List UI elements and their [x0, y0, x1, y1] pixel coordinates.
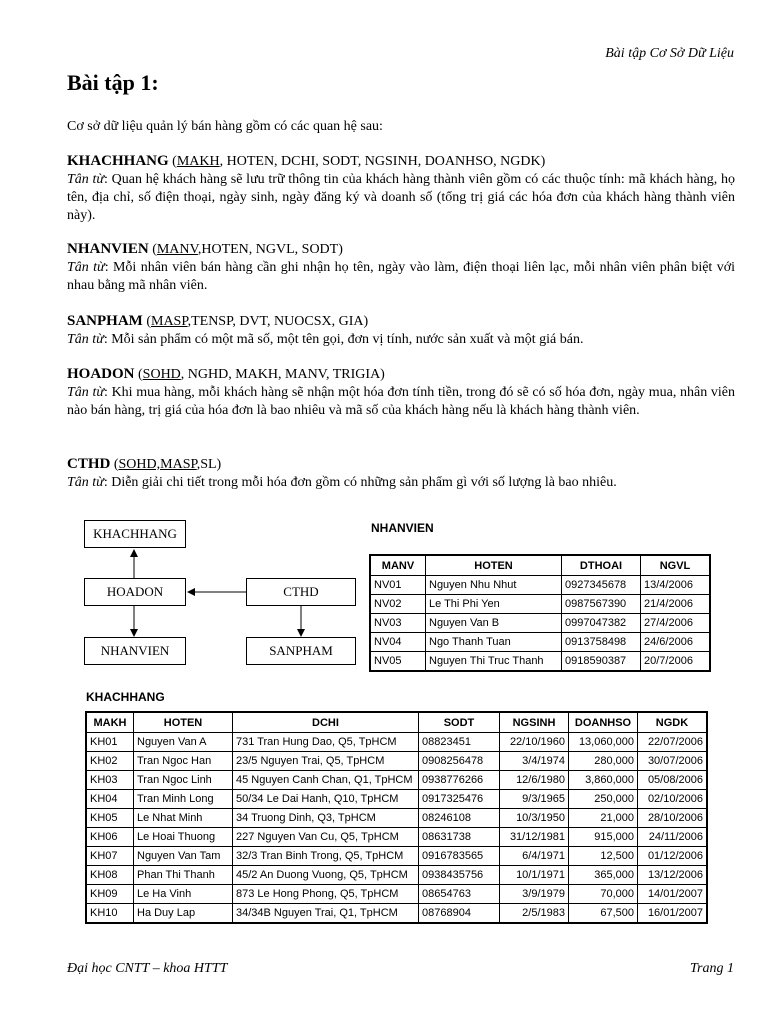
- column-header: NGVL: [641, 555, 711, 576]
- table-header-row: [370, 555, 710, 576]
- cell-sodt: 0916783565: [419, 847, 500, 866]
- page-header-subject: Bài tập Cơ Sở Dữ Liệu: [605, 46, 734, 61]
- cell-dchi: 34 Truong Dinh, Q3, TpHCM: [233, 809, 419, 828]
- cell-hoten: Le Ha Vinh: [134, 885, 233, 904]
- cell-dchi: 34/34B Nguyen Trai, Q1, TpHCM: [233, 904, 419, 924]
- relation-desc: : Khi mua hàng, mỗi khách hàng sẽ nhận một hóa đơn tính tiền, trong đó sẽ có số hóa đơn, ngày mua, nhân viên nào bán hàng, trị giá của hóa đơn là bao nhiêu và mã số của khách hàng nếu là khách hàng thành viên.: [67, 385, 736, 418]
- cell-makh: KH10: [86, 904, 134, 924]
- cell-doanhso: 67,500: [569, 904, 638, 924]
- relation-cthd: CTHD (SOHD,MASP,SL) Tân từ: Diễn giải chi tiết trong mỗi hóa đơn gồm có những sản phẩm gì với số lượng là bao nhiêu.: [67, 456, 617, 490]
- relation-key: MASP: [151, 314, 188, 329]
- khachhang-table-title: KHACHHANG: [86, 690, 165, 704]
- table-row: [370, 576, 710, 595]
- cell-hoten: Tran Ngoc Linh: [134, 771, 233, 790]
- cell-hoten: Nguyen Nhu Nhut: [426, 576, 562, 595]
- cell-hoten: Tran Minh Long: [134, 790, 233, 809]
- page-footer-institution: Đại học CNTT – khoa HTTT: [67, 961, 228, 976]
- cell-sodt: 0938776266: [419, 771, 500, 790]
- relation-attributes: ,SL): [196, 457, 222, 472]
- relation-name: HOADON: [67, 366, 135, 382]
- cell-dthoai: 0997047382: [562, 614, 641, 633]
- column-header: HOTEN: [426, 555, 562, 576]
- cell-makh: KH04: [86, 790, 134, 809]
- cell-doanhso: 12,500: [569, 847, 638, 866]
- cell-sodt: 08631738: [419, 828, 500, 847]
- cell-makh: KH06: [86, 828, 134, 847]
- table-row: [370, 595, 710, 614]
- cell-manv: NV02: [370, 595, 426, 614]
- relation-hoadon: HOADON (SOHD, NGHD, MAKH, MANV, TRIGIA) Tân từ: Khi mua hàng, mỗi khách hàng sẽ nhận một hóa đơn tính tiền, trong đó sẽ có số hóa đơn, ngày mua, nhân viên nào bán hàng, trị giá của hóa đơn là bao nhiêu và mã số của khách hàng nếu là khách hàng thành viên.: [67, 366, 736, 418]
- column-header: NGSINH: [500, 712, 569, 733]
- cell-makh: KH08: [86, 866, 134, 885]
- column-header: MANV: [370, 555, 426, 576]
- relation-sanpham: SANPHAM (MASP,TENSP, DVT, NUOCSX, GIA) Tân từ: Mỗi sản phẩm có một mã số, một tên gọi, đơn vị tính, nước sản xuất và một giá bán.: [67, 313, 584, 347]
- cell-ngsinh: 3/4/1974: [500, 752, 569, 771]
- table-row: [86, 809, 707, 828]
- relation-name: CTHD: [67, 456, 111, 472]
- cell-doanhso: 13,060,000: [569, 733, 638, 752]
- table-row: [86, 885, 707, 904]
- cell-makh: KH07: [86, 847, 134, 866]
- cell-hoten: Le Nhat Minh: [134, 809, 233, 828]
- cell-manv: NV01: [370, 576, 426, 595]
- nhanvien-table-title: NHANVIEN: [371, 521, 434, 535]
- cell-ngdk: 02/10/2006: [638, 790, 708, 809]
- cell-sodt: 0917325476: [419, 790, 500, 809]
- cell-ngsinh: 22/10/1960: [500, 733, 569, 752]
- cell-manv: NV03: [370, 614, 426, 633]
- cell-doanhso: 915,000: [569, 828, 638, 847]
- cell-ngsinh: 10/1/1971: [500, 866, 569, 885]
- cell-manv: NV05: [370, 652, 426, 672]
- cell-manv: NV04: [370, 633, 426, 652]
- cell-ngsinh: 3/9/1979: [500, 885, 569, 904]
- relation-desc: : Mỗi nhân viên bán hàng cần ghi nhận họ tên, ngày vào làm, điện thoại liên lạc, mỗi nhân viên phân biệt với nhau bằng mã nhân viên.: [67, 260, 735, 293]
- relation-name: KHACHHANG: [67, 153, 169, 169]
- cell-sodt: 0938435756: [419, 866, 500, 885]
- cell-hoten: Ngo Thanh Tuan: [426, 633, 562, 652]
- column-header: MAKH: [86, 712, 134, 733]
- cell-doanhso: 250,000: [569, 790, 638, 809]
- relation-desc-label: Tân từ: [67, 332, 104, 347]
- relation-key: SOHD,MASP: [118, 457, 197, 472]
- relation-name: NHANVIEN: [67, 241, 149, 257]
- cell-hoten: Tran Ngoc Han: [134, 752, 233, 771]
- cell-doanhso: 365,000: [569, 866, 638, 885]
- table-row: [86, 866, 707, 885]
- cell-ngdk: 30/07/2006: [638, 752, 708, 771]
- cell-ngvl: 27/4/2006: [641, 614, 711, 633]
- cell-ngsinh: 2/5/1983: [500, 904, 569, 924]
- cell-sodt: 0908256478: [419, 752, 500, 771]
- relation-desc-label: Tân từ: [67, 260, 105, 275]
- cell-dthoai: 0927345678: [562, 576, 641, 595]
- cell-ngdk: 24/11/2006: [638, 828, 708, 847]
- relation-key: MAKH: [176, 154, 220, 169]
- entity-nhanvien: NHANVIEN: [84, 637, 186, 665]
- cell-ngsinh: 10/3/1950: [500, 809, 569, 828]
- cell-hoten: Nguyen Van Tam: [134, 847, 233, 866]
- table-row: [86, 828, 707, 847]
- cell-ngvl: 21/4/2006: [641, 595, 711, 614]
- cell-dchi: 23/5 Nguyen Trai, Q5, TpHCM: [233, 752, 419, 771]
- cell-dchi: 50/34 Le Dai Hanh, Q10, TpHCM: [233, 790, 419, 809]
- cell-dthoai: 0918590387: [562, 652, 641, 672]
- cell-hoten: Nguyen Thi Truc Thanh: [426, 652, 562, 672]
- relation-nhanvien: NHANVIEN (MANV,HOTEN, NGVL, SODT) Tân từ: Mỗi nhân viên bán hàng cần ghi nhận họ tên, ngày vào làm, điện thoại liên lạc, mỗi nhân viên phân biệt với nhau bằng mã nhân viên.: [67, 241, 735, 293]
- relation-desc: : Mỗi sản phẩm có một mã số, một tên gọi, đơn vị tính, nước sản xuất và một giá bán.: [103, 332, 584, 347]
- cell-makh: KH01: [86, 733, 134, 752]
- cell-ngdk: 05/08/2006: [638, 771, 708, 790]
- nhanvien-table: [369, 554, 711, 672]
- cell-hoten: Ha Duy Lap: [134, 904, 233, 924]
- cell-makh: KH05: [86, 809, 134, 828]
- cell-dchi: 227 Nguyen Van Cu, Q5, TpHCM: [233, 828, 419, 847]
- relation-desc: : Quan hệ khách hàng sẽ lưu trữ thông tin của khách hàng thành viên gồm có các thuộc tính: mã khách hàng, họ tên, địa chỉ, số điện thoại, ngày sinh, ngày đăng ký và doanh số (tổng trị giá các hóa đơn của khách hàng thành viên này).: [67, 172, 735, 223]
- entity-cthd: CTHD: [246, 578, 356, 606]
- cell-ngsinh: 12/6/1980: [500, 771, 569, 790]
- page-number: Trang 1: [690, 961, 734, 976]
- cell-dchi: 45 Nguyen Canh Chan, Q1, TpHCM: [233, 771, 419, 790]
- intro-text: Cơ sở dữ liệu quản lý bán hàng gồm có các quan hệ sau:: [67, 119, 383, 134]
- cell-makh: KH03: [86, 771, 134, 790]
- relation-attributes: ,TENSP, DVT, NUOCSX, GIA): [187, 314, 369, 329]
- cell-ngdk: 22/07/2006: [638, 733, 708, 752]
- cell-dchi: 731 Tran Hung Dao, Q5, TpHCM: [233, 733, 419, 752]
- cell-dthoai: 0987567390: [562, 595, 641, 614]
- relation-khachhang: KHACHHANG (MAKH, HOTEN, DCHI, SODT, NGSINH, DOANHSO, NGDK) Tân từ: Quan hệ khách hàng sẽ lưu trữ thông tin của khách hàng thành viên gồm có các thuộc tính: mã khách hàng, họ tên, địa chỉ, số điện thoại, ngày sinh, ngày đăng ký và doanh số (tổng trị giá các hóa đơn của khách hàng thành viên này).: [67, 153, 735, 223]
- cell-dchi: 45/2 An Duong Vuong, Q5, TpHCM: [233, 866, 419, 885]
- cell-doanhso: 3,860,000: [569, 771, 638, 790]
- cell-hoten: Nguyen Van B: [426, 614, 562, 633]
- table-row: [86, 771, 707, 790]
- cell-ngdk: 16/01/2007: [638, 904, 708, 924]
- table-row: [370, 652, 710, 672]
- cell-makh: KH09: [86, 885, 134, 904]
- entity-khachhang: KHACHHANG: [84, 520, 186, 548]
- entity-sanpham: SANPHAM: [246, 637, 356, 665]
- relation-desc-label: Tân từ: [67, 475, 104, 490]
- cell-ngdk: 01/12/2006: [638, 847, 708, 866]
- cell-hoten: Phan Thi Thanh: [134, 866, 233, 885]
- cell-ngdk: 13/12/2006: [638, 866, 708, 885]
- table-row: [86, 752, 707, 771]
- cell-ngvl: 20/7/2006: [641, 652, 711, 672]
- relation-desc-label: Tân từ: [67, 172, 105, 187]
- cell-doanhso: 280,000: [569, 752, 638, 771]
- cell-ngsinh: 6/4/1971: [500, 847, 569, 866]
- cell-ngsinh: 9/3/1965: [500, 790, 569, 809]
- table-row: [86, 847, 707, 866]
- column-header: HOTEN: [134, 712, 233, 733]
- entity-hoadon: HOADON: [84, 578, 186, 606]
- cell-ngvl: 13/4/2006: [641, 576, 711, 595]
- table-row: [370, 614, 710, 633]
- relation-key: MANV: [156, 242, 198, 257]
- column-header: DOANHSO: [569, 712, 638, 733]
- relation-desc-label: Tân từ: [67, 385, 104, 400]
- exercise-title: Bài tập 1:: [67, 70, 159, 95]
- cell-ngdk: 28/10/2006: [638, 809, 708, 828]
- table-row: [86, 733, 707, 752]
- cell-ngvl: 24/6/2006: [641, 633, 711, 652]
- table-row: [370, 633, 710, 652]
- table-header-row: [86, 712, 707, 733]
- table-row: [86, 904, 707, 924]
- relation-attributes: ,HOTEN, NGVL, SODT): [197, 242, 343, 257]
- cell-sodt: 08823451: [419, 733, 500, 752]
- cell-sodt: 08246108: [419, 809, 500, 828]
- cell-ngdk: 14/01/2007: [638, 885, 708, 904]
- column-header: DTHOAI: [562, 555, 641, 576]
- relation-attributes: , NGHD, MAKH, MANV, TRIGIA): [180, 367, 385, 382]
- cell-sodt: 08654763: [419, 885, 500, 904]
- relation-key: SOHD: [142, 367, 181, 382]
- cell-doanhso: 70,000: [569, 885, 638, 904]
- relation-attributes: , HOTEN, DCHI, SODT, NGSINH, DOANHSO, NGDK): [219, 154, 546, 169]
- table-row: [86, 790, 707, 809]
- cell-hoten: Nguyen Van A: [134, 733, 233, 752]
- column-header: DCHI: [233, 712, 419, 733]
- cell-doanhso: 21,000: [569, 809, 638, 828]
- cell-dchi: 873 Le Hong Phong, Q5, TpHCM: [233, 885, 419, 904]
- relation-name: SANPHAM: [67, 313, 143, 329]
- cell-hoten: Le Hoai Thuong: [134, 828, 233, 847]
- cell-hoten: Le Thi Phi Yen: [426, 595, 562, 614]
- column-header: SODT: [419, 712, 500, 733]
- cell-dthoai: 0913758498: [562, 633, 641, 652]
- cell-makh: KH02: [86, 752, 134, 771]
- column-header: NGDK: [638, 712, 708, 733]
- relation-desc: : Diễn giải chi tiết trong mỗi hóa đơn gồm có những sản phẩm gì với số lượng là bao nhiêu.: [103, 475, 617, 490]
- cell-sodt: 08768904: [419, 904, 500, 924]
- khachhang-table: [85, 711, 708, 924]
- cell-dchi: 32/3 Tran Binh Trong, Q5, TpHCM: [233, 847, 419, 866]
- cell-ngsinh: 31/12/1981: [500, 828, 569, 847]
